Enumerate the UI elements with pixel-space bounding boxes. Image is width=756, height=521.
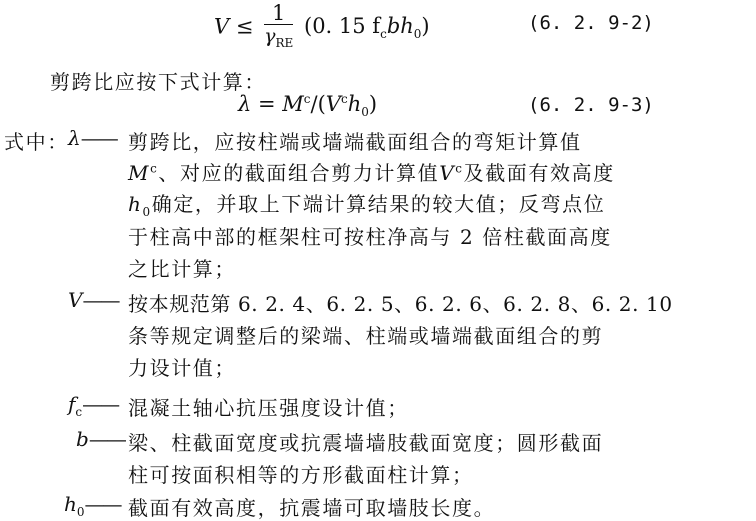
def-lambda-line-2: $M^c$、对应的截面组合剪力计算值$V^c$及截面有效高度 [128, 161, 615, 185]
fraction [264, 2, 293, 54]
formula-var-V: V [214, 14, 230, 39]
formula-number-2: (6. 2. 9-3) [528, 94, 654, 116]
where-label: 式中： [4, 130, 69, 154]
formula-number-1: (6. 2. 9-2) [528, 12, 654, 34]
def-symbol-b: b—— [76, 427, 125, 451]
def-b-line-2: 柱可按面积相等的方形截面柱计算； [128, 463, 474, 487]
def-symbol-V: V—— [68, 288, 119, 312]
def-symbol-h0: $h_0——$ [64, 492, 121, 519]
def-lambda-line-5: 之比计算； [128, 257, 236, 281]
leq-sign: ≤ [235, 14, 254, 39]
def-lambda-line-4: 于柱高中部的框架柱可按柱净高与 2 倍柱截面高度 [128, 225, 612, 249]
formula-6-2-9-3: $\lambda = M^c/(V^ch_0)$ [238, 92, 378, 120]
def-V-line-2: 条等规定调整后的梁端、柱端或墙端截面组合的剪 [128, 324, 604, 348]
formula-6-2-9-2 [214, 2, 430, 54]
def-lambda-line-1: 剪跨比，应按柱端或墙端截面组合的弯矩计算值 [128, 130, 582, 154]
def-symbol-fc: $f_c——$ [68, 392, 119, 419]
formula-expression: (0. 15 $f_cbh_0$) [304, 14, 430, 42]
fraction-denominator: $\gamma_{RE}$ [264, 25, 294, 50]
fraction-numerator: 1 [264, 2, 293, 25]
def-fc-line-1: 混凝土轴心抗压强度设计值； [128, 396, 409, 420]
def-V-line-1: 按本规范第 6. 2. 4、6. 2. 5、6. 2. 6、6. 2. 8、6. 2. 10 [128, 292, 673, 316]
def-b-line-1: 梁、柱截面宽度或抗震墙墙肢截面宽度；圆形截面 [128, 431, 604, 455]
def-lambda-line-3: $h_0$确定，并取上下端计算结果的较大值；反弯点位 [128, 192, 606, 219]
intro-text: 剪跨比应按下式计算： [50, 70, 266, 94]
def-h0-line-1: 截面有效高度，抗震墙可取墙肢长度。 [128, 496, 496, 520]
def-V-line-3: 力设计值； [128, 356, 236, 380]
def-symbol-lambda: λ—— [68, 126, 117, 150]
